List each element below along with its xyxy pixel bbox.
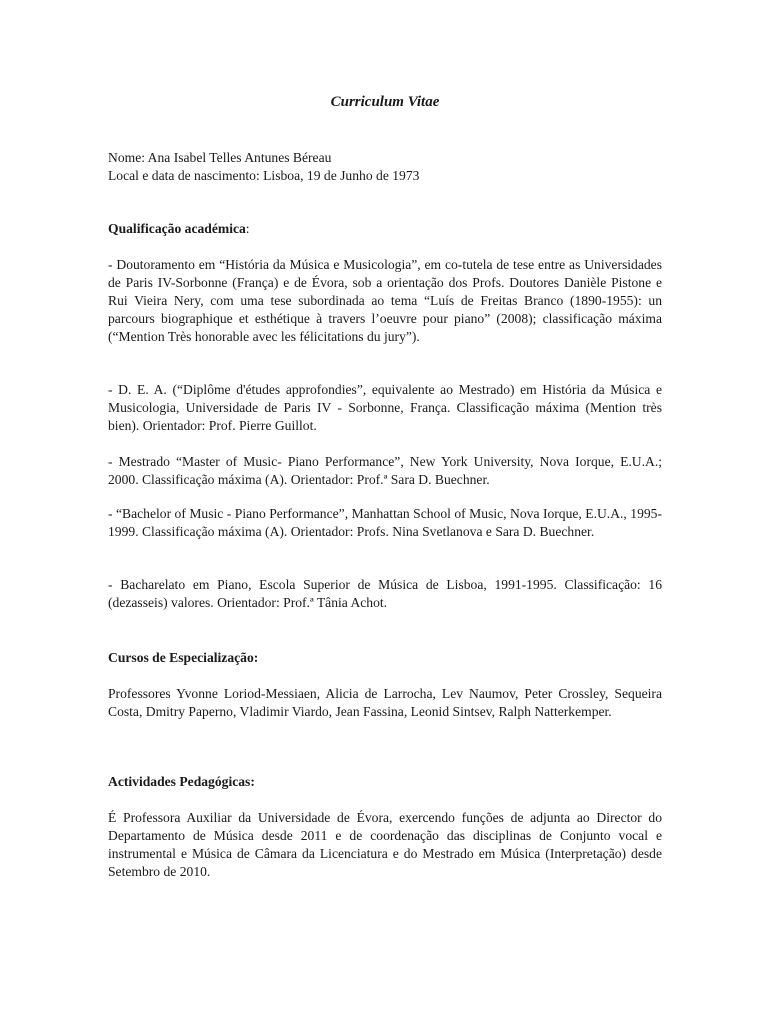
academic-item-masters: - Mestrado “Master of Music- Piano Performance”, New York University, Nova Iorque, E.U.A.; 2000. Classificação máxima (A). Orientador: Prof.ª Sara D. Buechner. bbox=[108, 454, 662, 487]
courses-heading-text: Cursos de Especialização: bbox=[108, 650, 259, 665]
teaching-heading-text: Actividades Pedagógicas: bbox=[108, 774, 255, 789]
academic-heading-suffix: : bbox=[245, 221, 250, 236]
birth-line: Local e data de nascimento: Lisboa, 19 de Junho de 1973 bbox=[108, 168, 420, 183]
name-line: Nome: Ana Isabel Telles Antunes Béreau bbox=[108, 150, 332, 165]
academic-item-bacharelato: - Bacharelato em Piano, Escola Superior de Música de Lisboa, 1991-1995. Classificação: 16 (dezasseis) valores. Orientador: Prof.ª Tânia Achot. bbox=[108, 577, 662, 610]
academic-item-dea: - D. E. A. (“Diplôme d'études approfondies”, equivalente ao Mestrado) em História da Música e Musicologia, Universidade de Paris IV - Sorbonne, França. Classificação máxima (Mention très bien). Orientador: Prof. Pierre Guillot. bbox=[108, 382, 662, 433]
academic-item-bachelor: - “Bachelor of Music - Piano Performance”, Manhattan School of Music, Nova Iorque, E.U.A., 1995-1999. Classificação máxima (A). Orientador: Profs. Nina Svetlanova e Sara D. Buechner. bbox=[108, 506, 662, 539]
courses-heading bbox=[108, 649, 258, 667]
identity-block bbox=[108, 149, 662, 185]
teaching-text: É Professora Auxiliar da Universidade de Évora, exercendo funções de adjunta ao Director do Departamento de Música desde 2011 e de coordenação das disciplinas de Conjunto vocal e instrumental e Música de Câmara da Licenciatura e do Mestrado em Música (Interpretação) desde Setembro de 2010. bbox=[108, 810, 662, 879]
courses-text: Professores Yvonne Loriod-Messiaen, Alicia de Larrocha, Lev Naumov, Peter Crossley, Sequeira Costa, Dmitry Paperno, Vladimir Viardo, Jean Fassina, Leonid Sintsev, Ralph Natterkemper. bbox=[108, 686, 662, 719]
academic-item-doctorate: - Doutoramento em “História da Música e Musicologia”, em co-tutela de tese entre as Universidades de Paris IV-Sorbonne (França) e de Évora, sob a orientação dos Profs. Doutores Danièle Pistone e Rui Vieira Nery, com uma tese subordinada ao tema “Luís de Freitas Branco (1890-1955): un parcours biographique et esthétique à travers l’oeuvre pour piano” (2008); classificação máxima (“Mention Très honorable avec les félicitations du jury”). bbox=[108, 257, 662, 344]
academic-heading-text: Qualificação académica bbox=[108, 221, 246, 236]
document-title: Curriculum Vitae bbox=[330, 94, 440, 110]
academic-heading bbox=[108, 220, 250, 238]
teaching-heading bbox=[108, 773, 255, 791]
